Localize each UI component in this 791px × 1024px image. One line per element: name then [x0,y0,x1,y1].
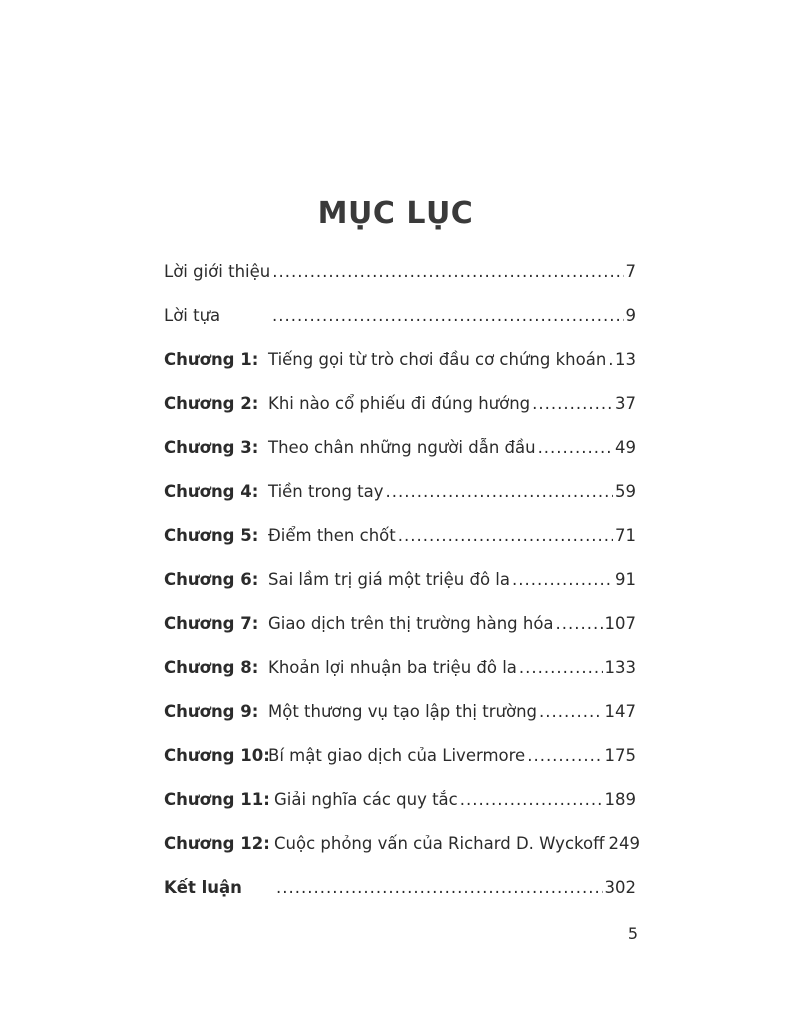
toc-entry-page: 13 [615,350,636,369]
toc-entry-text: Sai lầm trị giá một triệu đô la [268,570,511,589]
toc-entry-text: Lời tựa [164,306,221,325]
toc-chapter-label: Chương 4: [164,482,259,501]
toc-entry-page: 133 [604,658,636,677]
toc-chapter-label: Chương 5: [164,526,259,545]
toc-entry-text: Lời giới thiệu [164,262,271,281]
toc-entry-chapter-3 [164,426,636,470]
toc-entry-text: Tiền trong tay [268,482,384,501]
toc-chapter-label: Chương 11: [164,790,270,809]
toc-entry-text: Giải nghĩa các quy tắc [274,790,458,809]
toc-entry-chapter-5 [164,514,636,558]
toc-chapter-label: Chương 7: [164,614,259,633]
toc-leader-dots [398,514,613,558]
toc-entry-text: Theo chân những người dẫn đầu [268,438,536,457]
toc-entry-chapter-9 [164,690,636,734]
toc-entry-chapter-10 [164,734,636,778]
toc-leader-dots [272,250,623,294]
toc-entry-page: 249 [608,834,640,853]
toc-entry-chapter-8 [164,646,636,690]
toc-entry-chapter-4 [164,470,636,514]
toc-leader-dots [532,382,613,426]
toc-entry-chapter-12 [164,822,640,866]
toc-chapter-label: Chương 10: [164,746,270,765]
toc-entry-page: 91 [615,570,636,589]
toc-entry-chapter-2 [164,382,636,426]
toc-chapter-label: Chương 3: [164,438,259,457]
toc-leader-dots [512,558,613,602]
toc-entry-page: 175 [604,746,636,765]
toc-entry-chapter-6 [164,558,636,602]
toc-chapter-label: Chương 6: [164,570,259,589]
toc-leader-dots [519,646,603,690]
toc-entry-page: 37 [615,394,636,413]
toc-chapter-label: Chương 9: [164,702,259,721]
toc-entry-page: 189 [604,790,636,809]
toc-chapter-label: Chương 8: [164,658,259,677]
toc-leader-dots [272,294,624,338]
toc-entry-introduction [164,250,636,294]
toc-entry-text: Giao dịch trên thị trường hàng hóa [268,614,554,633]
toc-leader-dots [608,338,613,382]
toc-entry-page: 9 [625,306,636,325]
toc-entry-text: Cuộc phỏng vấn của Richard D. Wyckoff [274,834,605,853]
table-of-contents [164,250,640,910]
page-title: MỤC LỤC [317,196,474,231]
toc-entry-chapter-11 [164,778,636,822]
toc-entry-page: 147 [604,702,636,721]
toc-entry-page: 7 [625,262,636,281]
toc-entry-conclusion [164,866,636,910]
toc-leader-dots [556,602,603,646]
toc-chapter-label: Kết luận [164,878,242,897]
toc-entry-text: Khoản lợi nhuận ba triệu đô la [268,658,517,677]
page-number: 5 [627,924,638,943]
toc-entry-text: Khi nào cổ phiếu đi đúng hướng [268,394,531,413]
toc-entry-page: 71 [615,526,636,545]
toc-entry-page: 107 [604,614,636,633]
toc-entry-text: Một thương vụ tạo lập thị trường [268,702,537,721]
toc-entry-page: 302 [604,878,636,897]
toc-leader-dots [276,866,603,910]
toc-leader-dots [460,778,603,822]
toc-entry-text: Bí mật giao dịch của Livermore [268,746,526,765]
toc-entry-page: 49 [615,438,636,457]
toc-entry-page: 59 [615,482,636,501]
toc-chapter-label: Chương 12: [164,834,270,853]
toc-entry-chapter-7 [164,602,636,646]
toc-leader-dots [538,426,613,470]
toc-entry-text: Điểm then chốt [268,526,396,545]
toc-leader-dots [527,734,602,778]
toc-leader-dots [539,690,603,734]
toc-entry-chapter-1 [164,338,636,382]
toc-chapter-label: Chương 1: [164,350,259,369]
toc-entry-preface [164,294,636,338]
toc-entry-text: Tiếng gọi từ trò chơi đầu cơ chứng khoán [268,350,607,369]
toc-leader-dots [386,470,613,514]
toc-chapter-label: Chương 2: [164,394,259,413]
